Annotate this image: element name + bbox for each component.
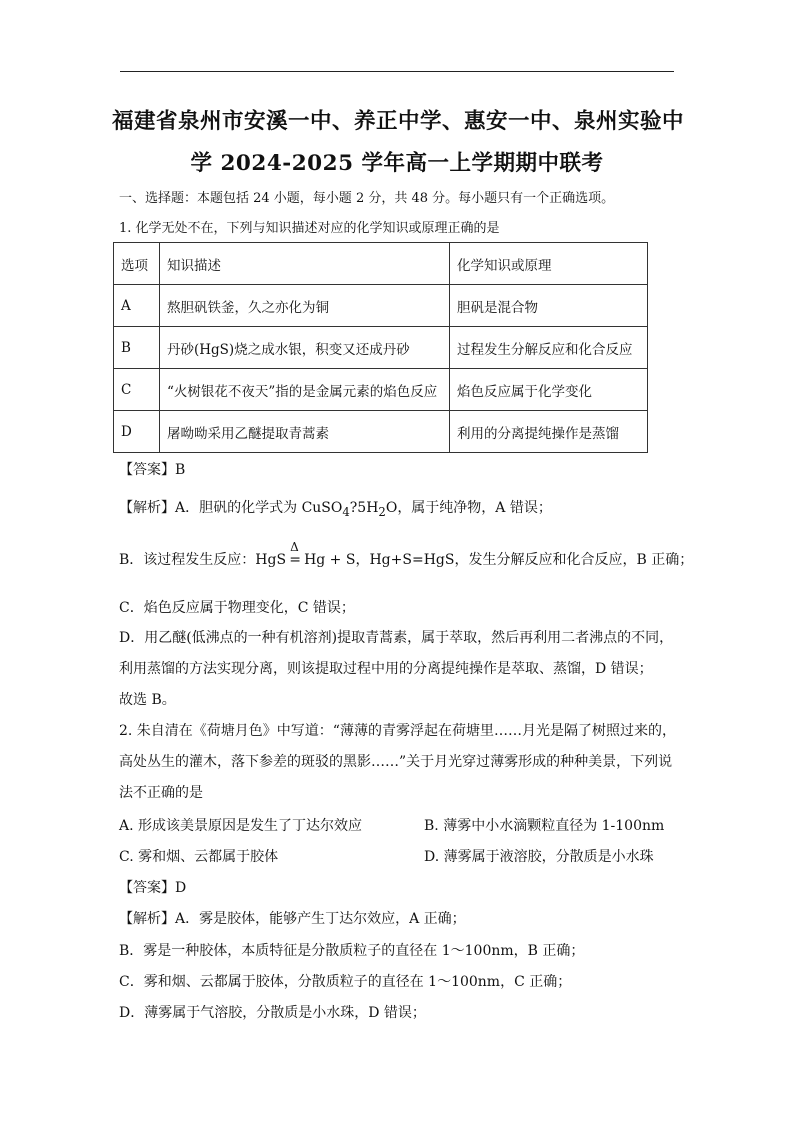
q2-option-a: A. 形成该美景原因是发生了丁达尔效应 — [119, 818, 363, 834]
table-cell: 胆矾是混合物 — [450, 285, 648, 327]
formula — [301, 500, 398, 519]
delta-symbol: Δ — [290, 540, 299, 554]
formula-part: ?5H — [349, 500, 379, 516]
q2-option-d: D. 薄雾属于液溶胶，分散质是小水珠 — [424, 849, 654, 865]
table-cell: “火树银花不夜天”指的是金属元素的焰色反应 — [160, 369, 450, 411]
analysis-text: ，Hg+S=HgS，发生分解反应和化合反应，B 正确； — [355, 552, 694, 568]
answer-value: B — [175, 462, 186, 478]
table-cell: 熬胆矾铁釜，久之亦化为铜 — [160, 285, 450, 327]
q1-analysis-a — [119, 497, 552, 519]
analysis-text: B．该过程发生反应： — [119, 552, 256, 568]
header-rule — [120, 71, 674, 72]
table-row — [114, 285, 648, 327]
formula-subscript: 4 — [342, 504, 350, 519]
q1-table — [113, 242, 648, 453]
answer-label: 【答案】 — [119, 462, 175, 478]
table-row — [114, 411, 648, 453]
page-title-line1: 福建省泉州市安溪一中、养正中学、惠安一中、泉州实验中 — [112, 109, 685, 134]
table-header-cell: 化学知识或原理 — [450, 243, 648, 285]
q1-analysis-c: C．焰色反应属于物理变化，C 错误； — [119, 600, 355, 616]
equation-part: HgS — [255, 552, 287, 568]
q2-stem-line3: 法不正确的是 — [119, 785, 203, 801]
q2-option-b: B. 薄雾中小水滴颗粒直径为 1-100nm — [424, 818, 665, 834]
q1-answer — [119, 459, 185, 479]
table-cell: 屠呦呦采用乙醚提取青蒿素 — [160, 411, 450, 453]
table-cell: 利用的分离提纯操作是蒸馏 — [450, 411, 648, 453]
q2-analysis-a — [119, 908, 466, 928]
formula-part: O — [385, 500, 398, 516]
table-header-cell: 选项 — [114, 243, 160, 285]
answer-value: D — [175, 880, 187, 896]
page-title-line2: 学 2024-2025 学年高一上学期期中联考 — [190, 151, 604, 176]
formula-subscript: 2 — [378, 504, 386, 519]
q2-option-c: C. 雾和烟、云都属于胶体 — [119, 849, 279, 865]
heat-symbol — [286, 540, 304, 568]
q1-analysis-b — [119, 540, 694, 569]
q2-stem-line1: 2. 朱自清在《荷塘月色》中写道：“薄薄的青雾浮起在荷塘里……月光是隔了树照过来的， — [119, 723, 676, 739]
table-cell: 过程发生分解反应和化合反应 — [450, 327, 648, 369]
equation-part: Hg + S — [304, 552, 356, 568]
section-heading: 一、选择题：本题包括 24 小题，每小题 2 分，共 48 分。每小题只有一个正确选项。 — [119, 191, 615, 206]
table-cell: 丹砂(HgS)烧之成水银，积变又还成丹砂 — [160, 327, 450, 369]
analysis-label: 【解析】 — [119, 911, 175, 927]
q2-analysis-b: B．雾是一种胶体，本质特征是分散质粒子的直径在 1～100nm，B 正确； — [119, 943, 585, 959]
table-header-row — [114, 243, 648, 285]
q2-analysis-c: C．雾和烟、云都属于胶体，分散质粒子的直径在 1～100nm，C 正确； — [119, 974, 572, 990]
table-cell: 焰色反应属于化学变化 — [450, 369, 648, 411]
table-cell: A — [114, 285, 160, 327]
table-cell: D — [114, 411, 160, 453]
analysis-text: ，属于纯净物，A 错误； — [397, 500, 552, 516]
table-header-cell: 知识描述 — [160, 243, 450, 285]
analysis-label: 【解析】 — [119, 500, 175, 516]
table-cell: B — [114, 327, 160, 369]
q2-analysis-d: D．薄雾属于气溶胶，分散质是小水珠，D 错误； — [119, 1005, 426, 1021]
table-cell: C — [114, 369, 160, 411]
table-row — [114, 369, 648, 411]
equals-sign: = — [289, 552, 301, 568]
answer-label: 【答案】 — [119, 880, 175, 896]
q2-stem-line2: 高处丛生的灌木，落下参差的斑驳的黑影……”关于月光穿过薄雾形成的种种美景，下列说 — [119, 754, 673, 770]
formula-part: CuSO — [301, 500, 343, 516]
q1-conclusion: 故选 B。 — [119, 692, 176, 708]
analysis-text: A．雾是胶体，能够产生丁达尔效应，A 正确； — [175, 911, 466, 927]
analysis-text: A．胆矾的化学式为 — [175, 500, 302, 516]
q1-analysis-d-line1: D．用乙醚(低沸点的一种有机溶剂)提取青蒿素，属于萃取，然后再利用二者沸点的不同， — [119, 630, 674, 646]
q2-answer — [119, 877, 186, 897]
q1-stem: 1. 化学无处不在，下列与知识描述对应的化学知识或原理正确的是 — [119, 221, 500, 236]
q1-analysis-d-line2: 利用蒸馏的方法实现分离，则该提取过程中用的分离提纯操作是萃取、蒸馏，D 错误； — [119, 661, 653, 677]
equation — [255, 540, 356, 568]
table-row — [114, 327, 648, 369]
